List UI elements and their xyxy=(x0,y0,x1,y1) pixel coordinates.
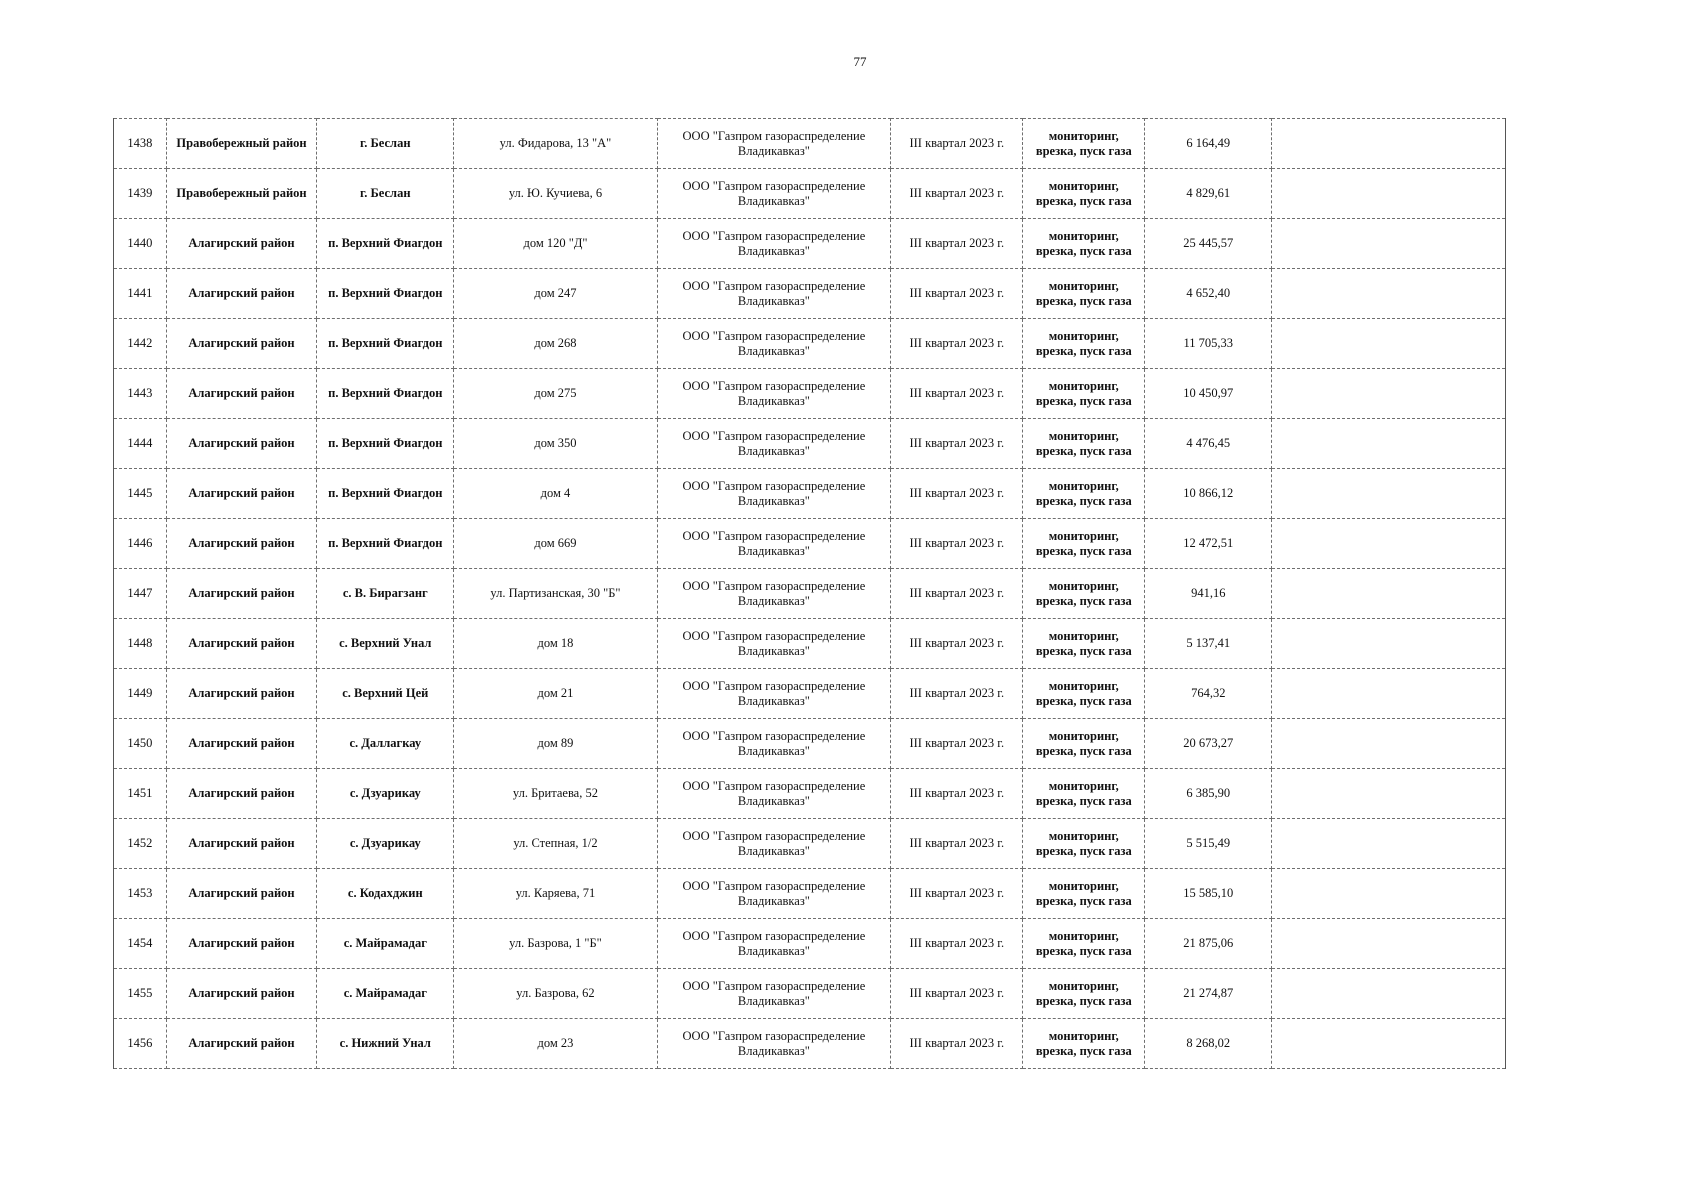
work-type-cell xyxy=(1023,819,1145,869)
work-type-line-2: врезка, пуск газа xyxy=(1035,793,1132,808)
locality-cell: п. Верхний Фиагдон xyxy=(317,469,454,519)
district-cell: Алагирский район xyxy=(166,969,316,1019)
work-type-cell xyxy=(1023,919,1145,969)
locality-cell: с. Даллагкау xyxy=(317,719,454,769)
table-row xyxy=(114,169,1506,219)
period-cell: III квартал 2023 г. xyxy=(891,369,1023,419)
work-type-line-1: мониторинг, xyxy=(1048,928,1119,943)
empty-cell xyxy=(1272,319,1506,369)
district-cell: Алагирский район xyxy=(166,869,316,919)
organization-line-1: ООО "Газпром газораспределение xyxy=(682,828,866,843)
district-cell: Алагирский район xyxy=(166,819,316,869)
work-type-cell xyxy=(1023,1019,1145,1069)
address-cell: дом 268 xyxy=(454,319,657,369)
work-type-line-2: врезка, пуск газа xyxy=(1035,893,1132,908)
organization-cell xyxy=(657,219,891,269)
address-cell: дом 120 "Д" xyxy=(454,219,657,269)
work-type-line-2: врезка, пуск газа xyxy=(1035,393,1132,408)
locality-cell: с. Майрамадаг xyxy=(317,969,454,1019)
district-cell: Алагирский район xyxy=(166,569,316,619)
district-cell: Алагирский район xyxy=(166,619,316,669)
table-row xyxy=(114,1019,1506,1069)
address-cell: ул. Каряева, 71 xyxy=(454,869,657,919)
work-type-line-1: мониторинг, xyxy=(1048,678,1119,693)
organization-cell xyxy=(657,169,891,219)
address-cell: дом 4 xyxy=(454,469,657,519)
row-number: 1452 xyxy=(114,819,167,869)
district-cell: Алагирский район xyxy=(166,669,316,719)
organization-line-2: Владикавказ" xyxy=(737,793,810,808)
organization-line-1: ООО "Газпром газораспределение xyxy=(682,628,866,643)
address-cell: ул. Степная, 1/2 xyxy=(454,819,657,869)
row-number: 1447 xyxy=(114,569,167,619)
empty-cell xyxy=(1272,819,1506,869)
organization-cell xyxy=(657,819,891,869)
locality-cell: п. Верхний Фиагдон xyxy=(317,219,454,269)
row-number: 1441 xyxy=(114,269,167,319)
work-type-cell xyxy=(1023,769,1145,819)
organization-line-1: ООО "Газпром газораспределение xyxy=(682,778,866,793)
district-cell: Алагирский район xyxy=(166,219,316,269)
work-type-cell xyxy=(1023,869,1145,919)
district-cell: Алагирский район xyxy=(166,469,316,519)
table-row xyxy=(114,419,1506,469)
work-type-line-1: мониторинг, xyxy=(1048,828,1119,843)
table-body xyxy=(114,119,1506,1069)
organization-line-2: Владикавказ" xyxy=(737,393,810,408)
locality-cell: п. Верхний Фиагдон xyxy=(317,319,454,369)
work-type-line-2: врезка, пуск газа xyxy=(1035,243,1132,258)
locality-cell: с. Верхний Унал xyxy=(317,619,454,669)
period-cell: III квартал 2023 г. xyxy=(891,969,1023,1019)
table-row xyxy=(114,869,1506,919)
table-row xyxy=(114,569,1506,619)
organization-line-2: Владикавказ" xyxy=(737,743,810,758)
organization-cell xyxy=(657,919,891,969)
empty-cell xyxy=(1272,869,1506,919)
row-number: 1442 xyxy=(114,319,167,369)
organization-cell xyxy=(657,869,891,919)
work-type-line-2: врезка, пуск газа xyxy=(1035,143,1132,158)
table-row xyxy=(114,219,1506,269)
address-cell: дом 23 xyxy=(454,1019,657,1069)
table-row xyxy=(114,969,1506,1019)
organization-line-2: Владикавказ" xyxy=(737,943,810,958)
work-type-cell xyxy=(1023,569,1145,619)
organization-line-2: Владикавказ" xyxy=(737,443,810,458)
work-type-line-2: врезка, пуск газа xyxy=(1035,343,1132,358)
period-cell: III квартал 2023 г. xyxy=(891,419,1023,469)
work-type-cell xyxy=(1023,519,1145,569)
organization-line-2: Владикавказ" xyxy=(737,893,810,908)
table-row xyxy=(114,819,1506,869)
period-cell: III квартал 2023 г. xyxy=(891,469,1023,519)
work-type-cell xyxy=(1023,169,1145,219)
organization-line-1: ООО "Газпром газораспределение xyxy=(682,228,866,243)
locality-cell: п. Верхний Фиагдон xyxy=(317,519,454,569)
work-type-line-2: врезка, пуск газа xyxy=(1035,743,1132,758)
empty-cell xyxy=(1272,619,1506,669)
amount-cell: 11 705,33 xyxy=(1145,319,1272,369)
organization-cell xyxy=(657,969,891,1019)
organization-line-2: Владикавказ" xyxy=(737,193,810,208)
district-cell: Алагирский район xyxy=(166,269,316,319)
amount-cell: 25 445,57 xyxy=(1145,219,1272,269)
period-cell: III квартал 2023 г. xyxy=(891,919,1023,969)
address-cell: ул. Базрова, 1 "Б" xyxy=(454,919,657,969)
amount-cell: 941,16 xyxy=(1145,569,1272,619)
work-type-line-2: врезка, пуск газа xyxy=(1035,593,1132,608)
district-cell: Алагирский район xyxy=(166,319,316,369)
locality-cell: с. В. Бирагзанг xyxy=(317,569,454,619)
work-type-line-2: врезка, пуск газа xyxy=(1035,443,1132,458)
work-type-cell xyxy=(1023,219,1145,269)
work-type-cell xyxy=(1023,619,1145,669)
table-row xyxy=(114,269,1506,319)
work-type-line-2: врезка, пуск газа xyxy=(1035,1043,1132,1058)
organization-line-2: Владикавказ" xyxy=(737,293,810,308)
row-number: 1456 xyxy=(114,1019,167,1069)
address-cell: дом 89 xyxy=(454,719,657,769)
period-cell: III квартал 2023 г. xyxy=(891,619,1023,669)
work-type-cell xyxy=(1023,419,1145,469)
amount-cell: 21 875,06 xyxy=(1145,919,1272,969)
empty-cell xyxy=(1272,169,1506,219)
organization-line-2: Владикавказ" xyxy=(737,1043,810,1058)
period-cell: III квартал 2023 г. xyxy=(891,1019,1023,1069)
table-row xyxy=(114,769,1506,819)
organization-cell xyxy=(657,669,891,719)
page-number: 77 xyxy=(853,54,867,69)
amount-cell: 764,32 xyxy=(1145,669,1272,719)
row-number: 1439 xyxy=(114,169,167,219)
organization-cell xyxy=(657,619,891,669)
empty-cell xyxy=(1272,969,1506,1019)
organization-line-2: Владикавказ" xyxy=(737,693,810,708)
empty-cell xyxy=(1272,719,1506,769)
organization-line-1: ООО "Газпром газораспределение xyxy=(682,328,866,343)
work-type-cell xyxy=(1023,319,1145,369)
data-table xyxy=(113,118,1506,1069)
organization-line-2: Владикавказ" xyxy=(737,543,810,558)
empty-cell xyxy=(1272,569,1506,619)
row-number: 1450 xyxy=(114,719,167,769)
organization-cell xyxy=(657,419,891,469)
work-type-line-2: врезка, пуск газа xyxy=(1035,543,1132,558)
work-type-line-2: врезка, пуск газа xyxy=(1035,843,1132,858)
work-type-cell xyxy=(1023,269,1145,319)
work-type-line-2: врезка, пуск газа xyxy=(1035,943,1132,958)
empty-cell xyxy=(1272,919,1506,969)
locality-cell: с. Дзуарикау xyxy=(317,769,454,819)
district-cell: Алагирский район xyxy=(166,719,316,769)
work-type-line-1: мониторинг, xyxy=(1048,128,1119,143)
district-cell: Алагирский район xyxy=(166,769,316,819)
row-number: 1451 xyxy=(114,769,167,819)
district-cell: Алагирский район xyxy=(166,919,316,969)
organization-line-1: ООО "Газпром газораспределение xyxy=(682,728,866,743)
organization-cell xyxy=(657,569,891,619)
amount-cell: 20 673,27 xyxy=(1145,719,1272,769)
empty-cell xyxy=(1272,119,1506,169)
amount-cell: 4 652,40 xyxy=(1145,269,1272,319)
row-number: 1453 xyxy=(114,869,167,919)
empty-cell xyxy=(1272,1019,1506,1069)
row-number: 1449 xyxy=(114,669,167,719)
district-cell: Правобережный район xyxy=(166,119,316,169)
amount-cell: 10 450,97 xyxy=(1145,369,1272,419)
district-cell: Алагирский район xyxy=(166,369,316,419)
address-cell: дом 669 xyxy=(454,519,657,569)
locality-cell: п. Верхний Фиагдон xyxy=(317,369,454,419)
row-number: 1455 xyxy=(114,969,167,1019)
work-type-line-1: мониторинг, xyxy=(1048,178,1119,193)
work-type-line-1: мониторинг, xyxy=(1048,228,1119,243)
district-cell: Правобережный район xyxy=(166,169,316,219)
period-cell: III квартал 2023 г. xyxy=(891,119,1023,169)
organization-line-1: ООО "Газпром газораспределение xyxy=(682,178,866,193)
organization-cell xyxy=(657,469,891,519)
empty-cell xyxy=(1272,419,1506,469)
table-row xyxy=(114,669,1506,719)
table-row xyxy=(114,469,1506,519)
row-number: 1438 xyxy=(114,119,167,169)
empty-cell xyxy=(1272,769,1506,819)
organization-line-1: ООО "Газпром газораспределение xyxy=(682,678,866,693)
organization-line-1: ООО "Газпром газораспределение xyxy=(682,278,866,293)
locality-cell: с. Верхний Цей xyxy=(317,669,454,719)
row-number: 1445 xyxy=(114,469,167,519)
amount-cell: 10 866,12 xyxy=(1145,469,1272,519)
empty-cell xyxy=(1272,469,1506,519)
organization-line-2: Владикавказ" xyxy=(737,843,810,858)
period-cell: III квартал 2023 г. xyxy=(891,169,1023,219)
work-type-line-1: мониторинг, xyxy=(1048,1028,1119,1043)
organization-line-1: ООО "Газпром газораспределение xyxy=(682,478,866,493)
work-type-line-1: мониторинг, xyxy=(1048,628,1119,643)
table-row xyxy=(114,369,1506,419)
district-cell: Алагирский район xyxy=(166,419,316,469)
work-type-line-1: мониторинг, xyxy=(1048,428,1119,443)
period-cell: III квартал 2023 г. xyxy=(891,719,1023,769)
amount-cell: 4 476,45 xyxy=(1145,419,1272,469)
organization-cell xyxy=(657,769,891,819)
period-cell: III квартал 2023 г. xyxy=(891,819,1023,869)
district-cell: Алагирский район xyxy=(166,519,316,569)
address-cell: дом 21 xyxy=(454,669,657,719)
work-type-cell xyxy=(1023,469,1145,519)
work-type-line-1: мониторинг, xyxy=(1048,378,1119,393)
address-cell: ул. Ю. Кучиева, 6 xyxy=(454,169,657,219)
address-cell: дом 350 xyxy=(454,419,657,469)
work-type-line-1: мониторинг, xyxy=(1048,328,1119,343)
empty-cell xyxy=(1272,219,1506,269)
organization-line-1: ООО "Газпром газораспределение xyxy=(682,978,866,993)
work-type-line-1: мониторинг, xyxy=(1048,578,1119,593)
locality-cell: п. Верхний Фиагдон xyxy=(317,419,454,469)
address-cell: ул. Партизанская, 30 "Б" xyxy=(454,569,657,619)
work-type-cell xyxy=(1023,719,1145,769)
locality-cell: г. Беслан xyxy=(317,169,454,219)
organization-line-1: ООО "Газпром газораспределение xyxy=(682,378,866,393)
organization-cell xyxy=(657,319,891,369)
amount-cell: 6 385,90 xyxy=(1145,769,1272,819)
period-cell: III квартал 2023 г. xyxy=(891,219,1023,269)
organization-line-2: Владикавказ" xyxy=(737,143,810,158)
address-cell: дом 18 xyxy=(454,619,657,669)
period-cell: III квартал 2023 г. xyxy=(891,669,1023,719)
organization-line-1: ООО "Газпром газораспределение xyxy=(682,528,866,543)
amount-cell: 4 829,61 xyxy=(1145,169,1272,219)
organization-line-2: Владикавказ" xyxy=(737,593,810,608)
period-cell: III квартал 2023 г. xyxy=(891,569,1023,619)
organization-line-2: Владикавказ" xyxy=(737,493,810,508)
work-type-cell xyxy=(1023,369,1145,419)
table-row xyxy=(114,319,1506,369)
work-type-line-1: мониторинг, xyxy=(1048,878,1119,893)
organization-cell xyxy=(657,719,891,769)
period-cell: III квартал 2023 г. xyxy=(891,269,1023,319)
work-type-line-2: врезка, пуск газа xyxy=(1035,293,1132,308)
work-type-line-1: мониторинг, xyxy=(1048,778,1119,793)
address-cell: дом 247 xyxy=(454,269,657,319)
organization-line-1: ООО "Газпром газораспределение xyxy=(682,928,866,943)
locality-cell: п. Верхний Фиагдон xyxy=(317,269,454,319)
row-number: 1448 xyxy=(114,619,167,669)
address-cell: ул. Фидарова, 13 "А" xyxy=(454,119,657,169)
row-number: 1446 xyxy=(114,519,167,569)
organization-line-2: Владикавказ" xyxy=(737,993,810,1008)
amount-cell: 5 137,41 xyxy=(1145,619,1272,669)
district-cell: Алагирский район xyxy=(166,1019,316,1069)
work-type-line-1: мониторинг, xyxy=(1048,728,1119,743)
organization-cell xyxy=(657,1019,891,1069)
table-row xyxy=(114,719,1506,769)
amount-cell: 15 585,10 xyxy=(1145,869,1272,919)
work-type-line-1: мониторинг, xyxy=(1048,978,1119,993)
amount-cell: 8 268,02 xyxy=(1145,1019,1272,1069)
period-cell: III квартал 2023 г. xyxy=(891,519,1023,569)
empty-cell xyxy=(1272,369,1506,419)
organization-line-1: ООО "Газпром газораспределение xyxy=(682,578,866,593)
locality-cell: г. Беслан xyxy=(317,119,454,169)
organization-line-2: Владикавказ" xyxy=(737,343,810,358)
empty-cell xyxy=(1272,269,1506,319)
empty-cell xyxy=(1272,669,1506,719)
organization-line-2: Владикавказ" xyxy=(737,643,810,658)
locality-cell: с. Майрамадаг xyxy=(317,919,454,969)
row-number: 1444 xyxy=(114,419,167,469)
amount-cell: 21 274,87 xyxy=(1145,969,1272,1019)
organization-cell xyxy=(657,369,891,419)
address-cell: ул. Базрова, 62 xyxy=(454,969,657,1019)
address-cell: дом 275 xyxy=(454,369,657,419)
organization-line-1: ООО "Газпром газораспределение xyxy=(682,1028,866,1043)
work-type-line-2: врезка, пуск газа xyxy=(1035,993,1132,1008)
table-row xyxy=(114,919,1506,969)
amount-cell: 5 515,49 xyxy=(1145,819,1272,869)
row-number: 1440 xyxy=(114,219,167,269)
organization-line-2: Владикавказ" xyxy=(737,243,810,258)
table-row xyxy=(114,119,1506,169)
organization-cell xyxy=(657,269,891,319)
organization-cell xyxy=(657,519,891,569)
locality-cell: с. Кодахджин xyxy=(317,869,454,919)
organization-cell xyxy=(657,119,891,169)
row-number: 1454 xyxy=(114,919,167,969)
row-number: 1443 xyxy=(114,369,167,419)
period-cell: III квартал 2023 г. xyxy=(891,319,1023,369)
locality-cell: с. Нижний Унал xyxy=(317,1019,454,1069)
work-type-line-2: врезка, пуск газа xyxy=(1035,693,1132,708)
work-type-line-1: мониторинг, xyxy=(1048,528,1119,543)
work-type-line-2: врезка, пуск газа xyxy=(1035,643,1132,658)
amount-cell: 6 164,49 xyxy=(1145,119,1272,169)
work-type-line-1: мониторинг, xyxy=(1048,278,1119,293)
work-type-cell xyxy=(1023,669,1145,719)
organization-line-1: ООО "Газпром газораспределение xyxy=(682,428,866,443)
period-cell: III квартал 2023 г. xyxy=(891,769,1023,819)
table-row xyxy=(114,519,1506,569)
table-row xyxy=(114,619,1506,669)
work-type-line-2: врезка, пуск газа xyxy=(1035,193,1132,208)
organization-line-1: ООО "Газпром газораспределение xyxy=(682,128,866,143)
empty-cell xyxy=(1272,519,1506,569)
amount-cell: 12 472,51 xyxy=(1145,519,1272,569)
work-type-line-1: мониторинг, xyxy=(1048,478,1119,493)
address-cell: ул. Бритаева, 52 xyxy=(454,769,657,819)
work-type-cell xyxy=(1023,119,1145,169)
organization-line-1: ООО "Газпром газораспределение xyxy=(682,878,866,893)
work-type-line-2: врезка, пуск газа xyxy=(1035,493,1132,508)
locality-cell: с. Дзуарикау xyxy=(317,819,454,869)
work-type-cell xyxy=(1023,969,1145,1019)
period-cell: III квартал 2023 г. xyxy=(891,869,1023,919)
